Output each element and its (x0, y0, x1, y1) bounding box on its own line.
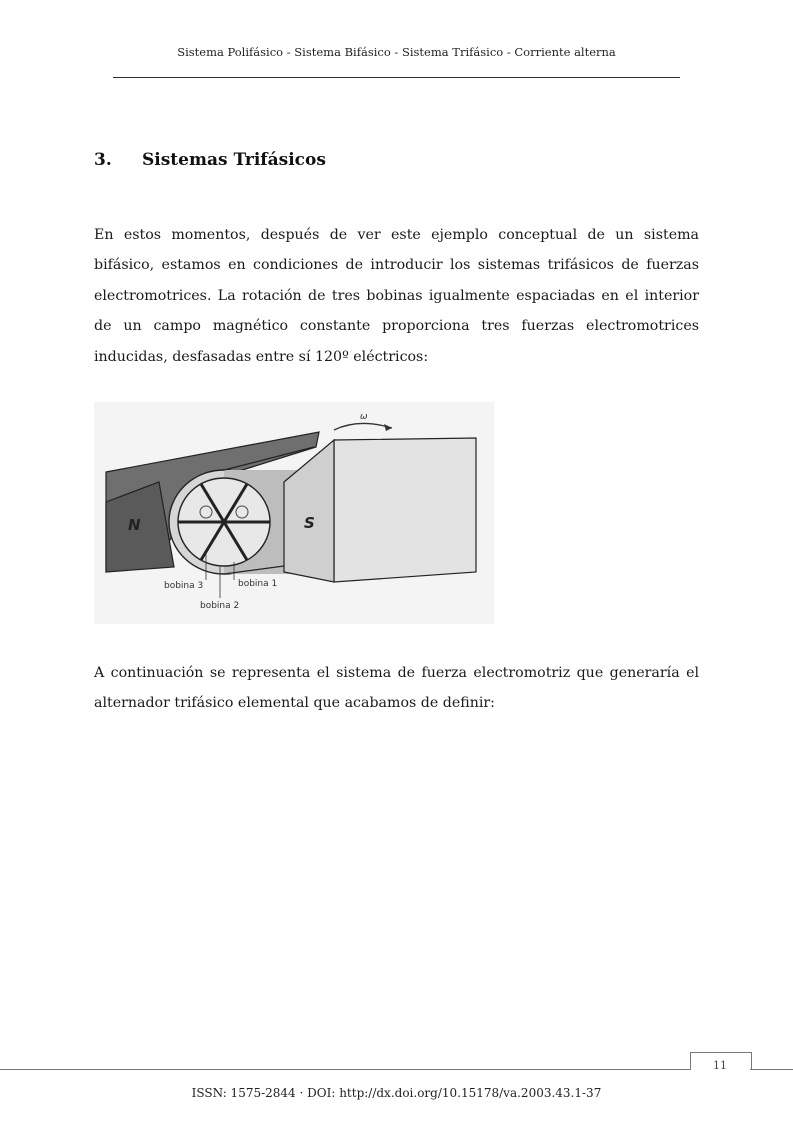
north-label: N (128, 516, 141, 534)
running-header: Sistema Polifásico - Sistema Bifásico - Sistema Trifásico - Corriente alterna (177, 45, 616, 59)
header-rule (113, 77, 680, 78)
coil-label: bobina 1 (238, 579, 278, 589)
footer-rule-right (750, 1069, 793, 1070)
alternator-diagram (94, 402, 494, 624)
paragraph-intro: En estos momentos, después de ver este ejemplo conceptual de un sistema bifásico, estamos en condiciones de introducir los sistemas trifásicos de fuerzas electromotrices. La rotación de tres bobinas igualmente espaciadas en el interior de un campo magnético constante proporciona tres fuerzas electromotrices inducidas, desfasadas entre sí 120º eléctricos: (94, 227, 699, 365)
coil-label: bobina 2 (200, 601, 240, 611)
footer-rule (0, 1069, 690, 1070)
coil-label: bobina 3 (164, 581, 204, 591)
section-title: Sistemas Trifásicos (142, 150, 326, 170)
footer-citation: ISSN: 1575-2844 · DOI: http://dx.doi.org/10.15178/va.2003.43.1-37 (191, 1086, 602, 1100)
omega-label: ω (360, 412, 368, 422)
paragraph-continuation: A continuación se representa el sistema de fuerza electromotriz que generaría el alternador trifásico elemental que acabamos de definir: (94, 665, 699, 712)
south-magnet-face (284, 440, 334, 582)
section-heading (94, 150, 326, 170)
page-number: 11 (713, 1059, 727, 1072)
rotation-arrow (334, 423, 392, 430)
alternator-figure (94, 402, 494, 624)
section-number: 3. (94, 150, 112, 170)
south-magnet (334, 438, 476, 582)
south-label: S (304, 514, 315, 532)
